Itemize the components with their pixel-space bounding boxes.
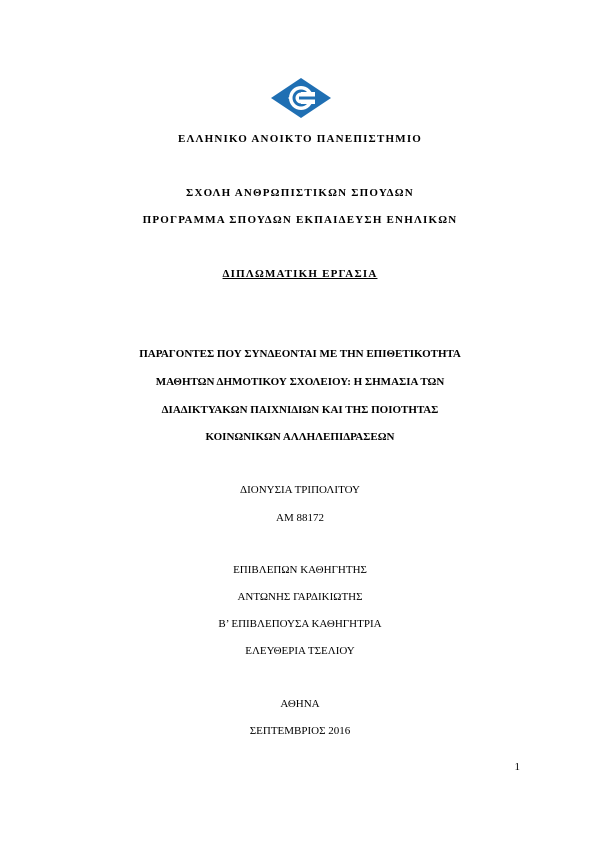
second-supervisor-name: ΕΛΕΥΘΕΡΙΑ ΤΣΕΛΙΟΥ xyxy=(245,645,355,657)
thesis-title-line: ΜΑΘΗΤΩΝ ΔΗΜΟΤΙΚΟΥ ΣΧΟΛΕΙΟΥ: Η ΣΗΜΑΣΙΑ ΤΩΝ xyxy=(155,376,445,388)
date: ΣΕΠΤΕΜΒΡΙΟΣ 2016 xyxy=(249,725,351,737)
supervisor-name: ΑΝΤΩΝΗΣ ΓΑΡΔΙΚΙΩΤΗΣ xyxy=(237,591,363,603)
document-type: ΔΙΠΛΩΜΑΤΙΚΗ ΕΡΓΑΣΙΑ xyxy=(222,268,378,280)
city: ΑΘΗΝΑ xyxy=(280,698,320,710)
page-number: 1 xyxy=(514,761,520,773)
second-supervisor-label: Β’ ΕΠΙΒΛΕΠΟΥΣΑ ΚΑΘΗΓΗΤΡΙΑ xyxy=(218,618,382,630)
thesis-title-line: ΠΑΡΑΓΟΝΤΕΣ ΠΟΥ ΣΥΝΔΕΟΝΤΑΙ ΜΕ ΤΗΝ ΕΠΙΘΕΤΙΚΟΤΗΤΑ xyxy=(139,348,461,360)
thesis-title-line: ΚΟΙΝΩΝΙΚΩΝ ΑΛΛΗΛΕΠΙΔΡΑΣΕΩΝ xyxy=(205,431,395,443)
student-id: ΑΜ 88172 xyxy=(276,512,324,524)
author-name: ΔΙΟΝΥΣΙΑ ΤΡΙΠΟΛΙΤΟΥ xyxy=(240,484,360,496)
university-logo-icon xyxy=(270,77,332,119)
thesis-title-line: ΔΙΑΔΙΚΤΥΑΚΩΝ ΠΑΙΧΝΙΔΙΩΝ ΚΑΙ ΤΗΣ ΠΟΙΟΤΗΤΑΣ xyxy=(161,404,439,416)
school-name: ΣΧΟΛΗ ΑΝΘΡΩΠΙΣΤΙΚΩΝ ΣΠΟΥΔΩΝ xyxy=(186,187,414,199)
program-name: ΠΡΟΓΡΑΜΜΑ ΣΠΟΥΔΩΝ ΕΚΠΑΙΔΕΥΣΗ ΕΝΗΛΙΚΩΝ xyxy=(142,214,458,226)
supervisor-label: ΕΠΙΒΛΕΠΩΝ ΚΑΘΗΓΗΤΗΣ xyxy=(233,564,367,576)
university-name: ΕΛΛΗΝΙΚΟ ΑΝΟΙΚΤΟ ΠΑΝΕΠΙΣΤΗΜΙΟ xyxy=(177,133,423,145)
